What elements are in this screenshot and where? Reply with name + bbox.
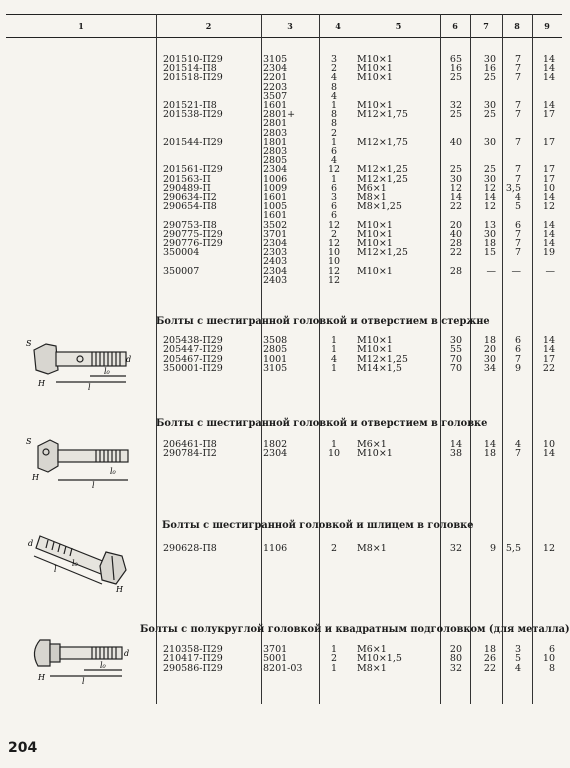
table-cell: 8201-03 bbox=[263, 662, 303, 674]
table-cell: 4 bbox=[330, 72, 338, 84]
table-cell: 8 bbox=[330, 109, 338, 121]
table-cell: 30 bbox=[449, 173, 462, 185]
table-cell: 4 bbox=[330, 90, 338, 102]
header-col-3: 3 bbox=[287, 21, 293, 31]
table-cell: 6 bbox=[330, 201, 338, 213]
table-cell: 14 bbox=[542, 238, 555, 249]
table-cell: 10 bbox=[542, 439, 555, 450]
table-cell: 4 bbox=[330, 155, 338, 167]
table-cell: 2803 bbox=[263, 127, 288, 139]
table-cell: 1 bbox=[330, 362, 338, 374]
table-cell: 8 bbox=[330, 118, 338, 130]
table-cell: 7 bbox=[514, 72, 521, 84]
table-cell: 6 bbox=[548, 644, 555, 655]
table-cell: 14 bbox=[449, 192, 462, 203]
table-cell: 17 bbox=[542, 173, 555, 185]
table-cell: M6×1 bbox=[357, 644, 387, 655]
table-cell: 201544-П29 bbox=[163, 136, 223, 148]
bolt-slot-head-figure bbox=[20, 522, 135, 594]
table-cell: 1106 bbox=[263, 543, 288, 554]
table-cell: 210358-П29 bbox=[163, 644, 223, 655]
table-cell: 30 bbox=[483, 136, 496, 148]
table-cell: 6 bbox=[514, 219, 521, 231]
table-cell: 2 bbox=[330, 63, 338, 75]
table-cell: 1 bbox=[330, 100, 338, 111]
table-cell: M12×1,75 bbox=[357, 136, 408, 148]
table-cell: 6 bbox=[514, 344, 521, 356]
table-cell: M10×1,5 bbox=[357, 653, 402, 665]
table-cell: 30 bbox=[483, 353, 496, 365]
header-col-2: 2 bbox=[205, 21, 212, 31]
table-cell: 25 bbox=[483, 109, 496, 121]
table-cell: 80 bbox=[449, 653, 462, 665]
figure-label-h: H bbox=[38, 673, 45, 682]
table-cell: M10×1 bbox=[357, 100, 393, 111]
table-cell: 22 bbox=[483, 662, 496, 674]
table-cell: 40 bbox=[449, 136, 462, 148]
table-cell: 2304 bbox=[263, 164, 288, 176]
table-cell: 9 bbox=[514, 362, 521, 374]
table-cell: 2805 bbox=[263, 344, 288, 356]
table-cell: 201510-П29 bbox=[163, 54, 223, 65]
table-cell: 5 bbox=[514, 201, 521, 213]
table-cell: 205467-П29 bbox=[163, 353, 223, 365]
header-col-4: 4 bbox=[335, 21, 341, 31]
table-cell: 1 bbox=[330, 662, 338, 674]
table-cell: 2805 bbox=[263, 155, 288, 167]
figure-label-s: S bbox=[26, 339, 32, 348]
table-cell: M10×1 bbox=[357, 265, 393, 277]
table-cell: 16 bbox=[449, 63, 462, 75]
table-cell: 18 bbox=[483, 335, 496, 346]
table-cell: 30 bbox=[449, 335, 462, 346]
table-cell: 290775-П29 bbox=[163, 228, 223, 240]
table-cell: 32 bbox=[449, 662, 462, 674]
table-cell: 65 bbox=[449, 54, 462, 65]
figure-label-d: d bbox=[124, 649, 130, 658]
table-cell: 3701 bbox=[263, 228, 288, 240]
table-cell: 7 bbox=[514, 228, 521, 240]
table-cell: 2 bbox=[330, 653, 338, 665]
table-cell: 14 bbox=[542, 100, 555, 111]
table-cell: 14 bbox=[542, 335, 555, 346]
section-title-slot-head: Болты с шестигранной головкой и шлицем в головке bbox=[162, 520, 474, 531]
table-cell: 25 bbox=[483, 72, 496, 84]
table-cell: 290628-П8 bbox=[163, 543, 217, 554]
table-cell: 25 bbox=[449, 109, 462, 121]
table-cell: 7 bbox=[514, 136, 521, 148]
table-cell: M12×1,25 bbox=[357, 173, 408, 185]
table-cell: 7 bbox=[514, 54, 521, 65]
figure-label-h: H bbox=[116, 585, 123, 594]
table-cell: 350001-П29 bbox=[163, 362, 223, 374]
table-cell: 22 bbox=[542, 362, 555, 374]
section-title-hole-head: Болты с шестигранной головкой и отверстием в головке bbox=[156, 418, 488, 429]
table-cell: 7 bbox=[514, 164, 521, 176]
figure-label-s: S bbox=[26, 437, 32, 446]
table-cell: 290654-П8 bbox=[163, 201, 217, 213]
table-cell: M12×1,75 bbox=[357, 109, 408, 121]
table-cell: 30 bbox=[483, 100, 496, 111]
table-cell: 5001 bbox=[263, 653, 288, 665]
figure-label-h: H bbox=[38, 379, 45, 388]
table-cell: 14 bbox=[483, 192, 496, 203]
table-cell: 7 bbox=[514, 63, 521, 75]
table-cell: 25 bbox=[483, 164, 496, 176]
table-cell: M8×1 bbox=[357, 543, 387, 554]
table-cell: 3105 bbox=[263, 54, 288, 65]
table-cell: 12 bbox=[327, 164, 341, 176]
table-cell: 8 bbox=[330, 81, 338, 93]
table-cell: 17 bbox=[542, 109, 555, 121]
table-cell: 205438-П29 bbox=[163, 335, 223, 346]
table-cell: 1601 bbox=[263, 192, 288, 203]
table-cell: 1005 bbox=[263, 201, 288, 213]
table-cell: 6 bbox=[514, 335, 521, 346]
table-cell: 2801 bbox=[263, 118, 288, 130]
table-cell: 70 bbox=[449, 353, 462, 365]
table-cell: — bbox=[486, 265, 496, 277]
table-cell: 2203 bbox=[263, 81, 288, 93]
section-title-round-head: Болты с полукруглой головкой и квадратным подголовком (для металла) bbox=[140, 624, 570, 635]
table-cell: — bbox=[511, 265, 521, 277]
table-cell: M10×1 bbox=[357, 448, 393, 460]
table-cell: 290776-П29 bbox=[163, 238, 223, 249]
table-cell: 290586-П29 bbox=[163, 662, 223, 674]
table-cell: 15 bbox=[483, 247, 496, 259]
table-cell: M12×1,25 bbox=[357, 164, 408, 176]
table-cell: 12 bbox=[449, 182, 462, 194]
table-cell: 22 bbox=[449, 201, 462, 213]
table-cell: 10 bbox=[542, 653, 555, 665]
figure-label-d: d bbox=[28, 539, 34, 548]
table-cell: 6 bbox=[330, 210, 338, 222]
table-cell: 12 bbox=[542, 543, 555, 554]
table-cell: 34 bbox=[483, 362, 496, 374]
table-cell: 17 bbox=[542, 164, 555, 176]
table-cell: 1006 bbox=[263, 173, 288, 185]
header-col-1: 1 bbox=[78, 21, 84, 31]
table-cell: 2403 bbox=[263, 274, 288, 286]
table-cell: 14 bbox=[542, 54, 555, 65]
table-cell: 8 bbox=[548, 662, 555, 674]
table-cell: 18 bbox=[483, 238, 496, 249]
table-cell: 14 bbox=[483, 439, 496, 450]
table-cell: 30 bbox=[483, 54, 496, 65]
table-cell: 17 bbox=[542, 136, 555, 148]
table-cell: 4 bbox=[514, 662, 521, 674]
table-cell: 3 bbox=[330, 192, 338, 203]
table-cell: 4 bbox=[514, 439, 521, 450]
table-cell: 1 bbox=[330, 344, 338, 356]
table-cell: 14 bbox=[449, 439, 462, 450]
table-cell: 14 bbox=[542, 63, 555, 75]
table-cell: 16 bbox=[483, 63, 496, 75]
table-header bbox=[6, 14, 562, 38]
header-col-9: 9 bbox=[544, 21, 550, 31]
table-cell: 201521-П8 bbox=[163, 100, 217, 111]
table-cell: 3507 bbox=[263, 90, 288, 102]
table-cell: M12×1,25 bbox=[357, 353, 408, 365]
table-cell: 30 bbox=[483, 228, 496, 240]
table-cell: 6 bbox=[330, 182, 338, 194]
table-cell: 2 bbox=[330, 127, 338, 139]
header-col-8: 8 bbox=[514, 21, 520, 31]
table-cell: 2303 bbox=[263, 247, 288, 259]
table-cell: 4 bbox=[330, 353, 338, 365]
table-cell: 7 bbox=[514, 448, 521, 460]
table-cell: 10 bbox=[327, 448, 341, 460]
table-cell: M8×1 bbox=[357, 192, 387, 203]
table-cell: 2 bbox=[330, 543, 338, 554]
header-col-7: 7 bbox=[483, 21, 489, 31]
table-cell: 3502 bbox=[263, 219, 288, 231]
table-cell: M10×1 bbox=[357, 335, 393, 346]
table-cell: 1 bbox=[330, 335, 338, 346]
section-title-hole-shank: Болты с шестигранной головкой и отверстием в стержне bbox=[156, 316, 490, 327]
table-cell: M8×1,25 bbox=[357, 201, 402, 213]
figure-label-d: d bbox=[126, 355, 132, 364]
table-cell: 1 bbox=[330, 644, 338, 655]
table-cell: M10×1 bbox=[357, 238, 393, 249]
table-cell: 206461-П8 bbox=[163, 439, 217, 450]
table-cell: 30 bbox=[483, 173, 496, 185]
table-cell: M8×1 bbox=[357, 662, 387, 674]
table-cell: 10 bbox=[327, 247, 341, 259]
header-col-5: 5 bbox=[395, 21, 402, 31]
table-cell: — bbox=[545, 265, 555, 277]
table-cell: 26 bbox=[483, 653, 496, 665]
table-cell: 20 bbox=[449, 644, 462, 655]
table-cell: M6×1 bbox=[357, 439, 387, 450]
table-cell: 7 bbox=[514, 247, 521, 259]
table-cell: 290753-П8 bbox=[163, 219, 217, 231]
table-cell: 12 bbox=[327, 238, 341, 249]
figure-label-l: l bbox=[82, 677, 85, 686]
table-cell: 32 bbox=[449, 100, 462, 111]
table-cell: 28 bbox=[449, 238, 462, 249]
table-cell: 201538-П29 bbox=[163, 109, 223, 121]
table-cell: 3105 bbox=[263, 362, 288, 374]
table-cell: 55 bbox=[449, 344, 462, 356]
table-cell: 14 bbox=[542, 192, 555, 203]
table-cell: 3 bbox=[514, 644, 521, 655]
table-cell: 32 bbox=[449, 543, 462, 554]
table-cell: 20 bbox=[483, 344, 496, 356]
figure-label-l0: l₀ bbox=[72, 559, 78, 568]
table-cell: 12 bbox=[542, 201, 555, 213]
table-cell: 1801 bbox=[263, 136, 288, 148]
table-cell: 1601 bbox=[263, 210, 288, 222]
table-cell: M10×1 bbox=[357, 63, 393, 75]
table-row bbox=[0, 276, 570, 286]
table-cell: 25 bbox=[449, 164, 462, 176]
table-cell: 25 bbox=[449, 72, 462, 84]
table-cell: M10×1 bbox=[357, 344, 393, 356]
bolt-round-head-figure bbox=[20, 626, 135, 688]
table-cell: 1001 bbox=[263, 353, 288, 365]
table-cell: 1802 bbox=[263, 439, 288, 450]
table-cell: 7 bbox=[514, 109, 521, 121]
table-cell: 7 bbox=[514, 100, 521, 111]
table-cell: 19 bbox=[542, 247, 555, 259]
figure-label-l: l bbox=[92, 481, 95, 490]
table-cell: 6 bbox=[330, 146, 338, 157]
table-cell: 12 bbox=[327, 265, 341, 277]
table-cell: 350004 bbox=[163, 247, 200, 259]
table-cell: M10×1 bbox=[357, 219, 393, 231]
table-cell: 201563-П bbox=[163, 173, 211, 185]
table-cell: 10 bbox=[542, 182, 555, 194]
table-cell: 2403 bbox=[263, 256, 288, 268]
figure-label-l: l bbox=[54, 565, 57, 574]
table-cell: 13 bbox=[483, 219, 496, 231]
table-cell: 14 bbox=[542, 72, 555, 84]
table-cell: 3701 bbox=[263, 644, 288, 655]
table-cell: 350007 bbox=[163, 265, 200, 277]
table-cell: 2801+ bbox=[263, 109, 296, 121]
table-cell: 4 bbox=[514, 192, 521, 203]
table-cell: 205447-П29 bbox=[163, 344, 223, 356]
table-cell: 12 bbox=[327, 274, 341, 286]
table-cell: 201561-П29 bbox=[163, 164, 223, 176]
table-cell: 20 bbox=[449, 219, 462, 231]
table-cell: 2201 bbox=[263, 72, 288, 84]
table-cell: M6×1 bbox=[357, 182, 387, 194]
table-cell: 2803 bbox=[263, 146, 288, 157]
table-cell: 70 bbox=[449, 362, 462, 374]
table-cell: 3508 bbox=[263, 335, 288, 346]
table-cell: 38 bbox=[449, 448, 462, 460]
page-number: 204 bbox=[8, 740, 38, 756]
table-cell: 3,5 bbox=[505, 182, 521, 194]
table-cell: 7 bbox=[514, 238, 521, 249]
table-cell: 2304 bbox=[263, 265, 288, 277]
table-cell: M10×1 bbox=[357, 228, 393, 240]
table-cell: 1 bbox=[330, 136, 338, 148]
table-cell: 5,5 bbox=[505, 543, 521, 554]
table-cell: 14 bbox=[542, 219, 555, 231]
table-cell: 22 bbox=[449, 247, 462, 259]
table-cell: 17 bbox=[542, 353, 555, 365]
table-cell: 3 bbox=[330, 54, 338, 65]
table-cell: 7 bbox=[514, 353, 521, 365]
table-cell: 5 bbox=[514, 653, 521, 665]
table-cell: 210417-П29 bbox=[163, 653, 223, 665]
figure-label-l0: l₀ bbox=[110, 467, 116, 476]
table-cell: 10 bbox=[327, 256, 341, 268]
table-cell: M14×1,5 bbox=[357, 362, 402, 374]
table-cell: 28 bbox=[449, 265, 462, 277]
table-cell: 2304 bbox=[263, 63, 288, 75]
table-cell: 2304 bbox=[263, 238, 288, 249]
table-cell: 40 bbox=[449, 228, 462, 240]
table-cell: 12 bbox=[483, 182, 496, 194]
table-cell: 201514-П8 bbox=[163, 63, 217, 75]
table-cell: 201518-П29 bbox=[163, 72, 223, 84]
table-cell: 14 bbox=[542, 344, 555, 356]
table-cell: 290634-П2 bbox=[163, 192, 217, 203]
table-cell: 18 bbox=[483, 448, 496, 460]
bolt-hole-head-figure bbox=[20, 428, 135, 490]
table-cell: M12×1,25 bbox=[357, 247, 408, 259]
figure-label-h: H bbox=[32, 473, 39, 482]
table-cell: 18 bbox=[483, 644, 496, 655]
bolt-hole-shank-figure bbox=[20, 322, 135, 392]
table-cell: 290784-П2 bbox=[163, 448, 217, 460]
figure-label-l: l bbox=[88, 383, 91, 392]
table-cell: 1 bbox=[330, 173, 338, 185]
table-cell: 2304 bbox=[263, 448, 288, 460]
table-cell: 12 bbox=[327, 219, 341, 231]
table-cell: 290489-П bbox=[163, 182, 211, 194]
header-col-6: 6 bbox=[452, 21, 458, 31]
table-cell: M10×1 bbox=[357, 72, 393, 84]
table-cell: 14 bbox=[542, 448, 555, 460]
table-cell: 7 bbox=[514, 173, 521, 185]
table-cell: 12 bbox=[483, 201, 496, 213]
table-cell: 1009 bbox=[263, 182, 288, 194]
table-cell: 14 bbox=[542, 228, 555, 240]
figure-label-l0: l₀ bbox=[104, 367, 110, 376]
table-cell: M10×1 bbox=[357, 54, 393, 65]
table-cell: 1601 bbox=[263, 100, 288, 111]
table-cell: 9 bbox=[489, 543, 496, 554]
figure-label-l0: l₀ bbox=[100, 661, 106, 670]
table-cell: 2 bbox=[330, 228, 338, 240]
table-cell: 1 bbox=[330, 439, 338, 450]
